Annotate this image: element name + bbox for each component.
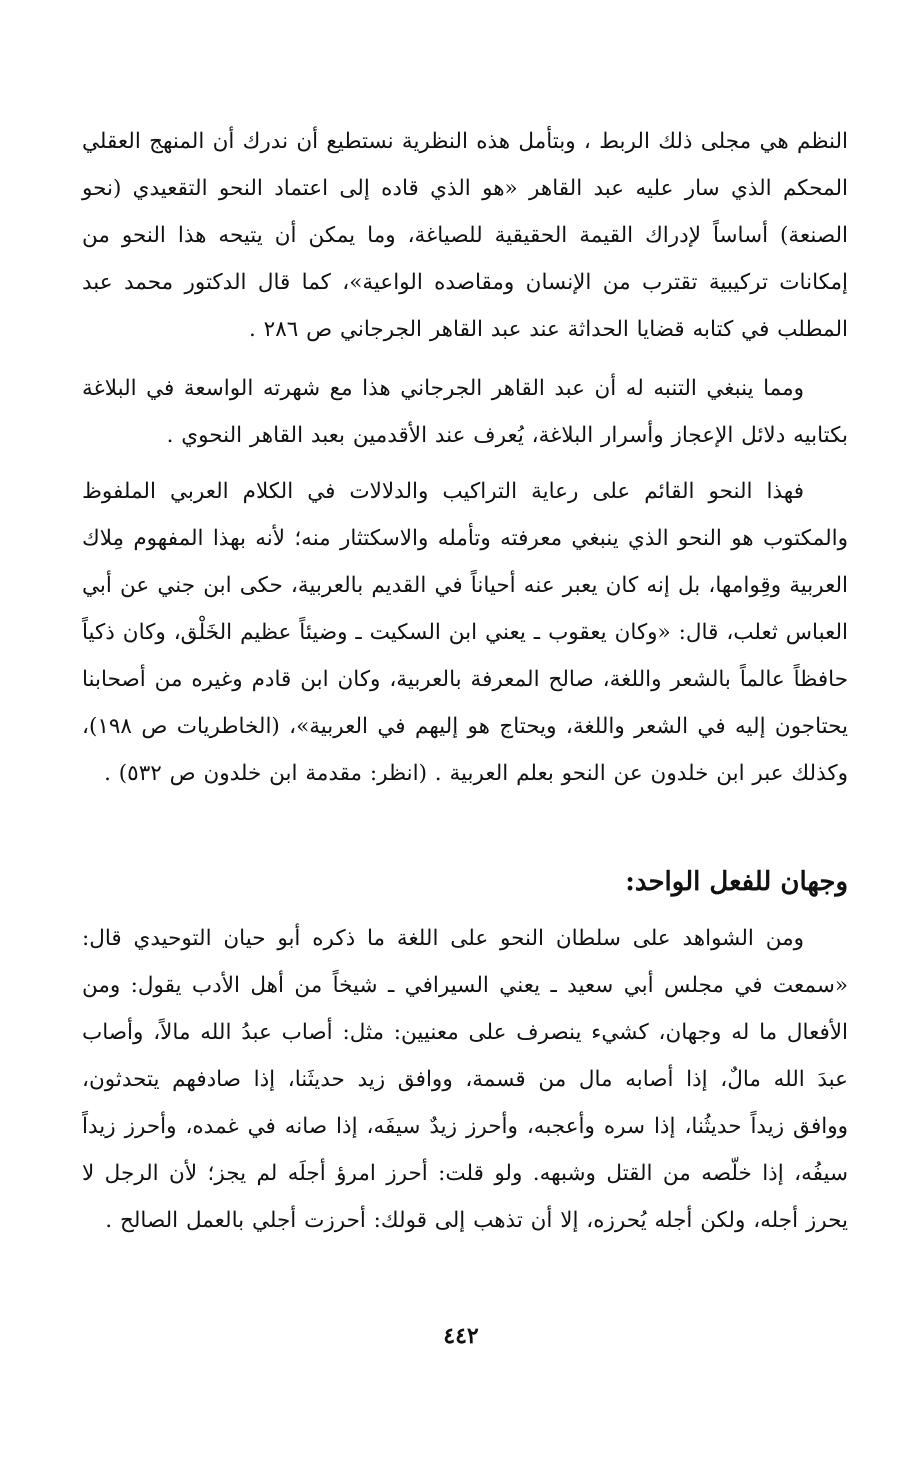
paragraph-2: ومما ينبغي التنبه له أن عبد القاهر الجرجاني هذا مع شهرته الواسعة في البلاغة بكتابيه دلائل الإعجاز وأسرار البلاغة، يُعرف عند الأقدمين بعبد القاهر النحوي . — [82, 376, 848, 448]
section-heading: وجهان للفعل الواحد: — [625, 867, 848, 897]
paragraph-3: فهذا النحو القائم على رعاية التراكيب والدلالات في الكلام العربي الملفوظ والمكتوب هو النحو الذي ينبغي معرفته وتأمله والاسكتثار منه؛ لأنه بهذا المفهوم مِلاك العربية وقِوامها، بل إنه كان يعبر عنه أحياناً في القديم بالعربية، حكى ابن جني عن أبي العباس ثعلب، قال: «وكان يعقوب ـ يعني ابن السكيت ـ وضيئاً عظيم الخَلْق، وكان ذكياً حافظاً عالماً بالشعر واللغة، صالح المعرفة بالعربية، وكان ابن قادم وغيره من أصحابنا يحتاجون إليه في الشعر واللغة، ويحتاج هو إليهم في العربية»، (الخاطريات ص ١٩٨)، وكذلك عبر ابن خلدون عن النحو بعلم العربية . (انظر: مقدمة ابن خلدون ص ٥٣٢) . — [82, 479, 848, 786]
page-number: ٤٤٢ — [443, 1323, 479, 1349]
paragraph-1: النظم هي مجلى ذلك الربط ، وبتأمل هذه النظرية نستطيع أن ندرك أن المنهج العقلي المحكم الذي سار عليه عبد القاهر «هو الذي قاده إلى اعتماد النحو التقعيدي (نحو الصنعة) أساساً لإدراك القيمة الحقيقية للصياغة، وما يمكن أن يتيحه هذا النحو من إمكانات تركيبية تقترب من الإنسان ومقاصده الواعية»، كما قال الدكتور محمد عبد المطلب في كتابه قضايا الحداثة عند عبد القاهر الجرجاني ص ٢٨٦ . — [82, 129, 848, 342]
paragraph-4: ومن الشواهد على سلطان النحو على اللغة ما ذكره أبو حيان التوحيدي قال: «سمعت في مجلس أبي سعيد ـ يعني السيرافي ـ شيخاً من أهل الأدب يقول: ومن الأفعال ما له وجهان، كشيء ينصرف على معنيين: مثل: أصاب عبدُ الله مالاً، وأصاب عبدَ الله مالٌ، إذا أصابه مال من قسمة، ووافق زيد حديثَنا، إذا صادفهم يتحدثون، ووافق زيداً حديثُنا، إذا سره وأعجبه، وأحرز زيدٌ سيفَه، إذا صانه في غمده، وأحرز زيداً سيفُه، إذا خلّصه من القتل وشبهه. ولو قلت: أحرز امرؤ أجلَه لم يجز؛ لأن الرجل لا يحرز أجله، ولكن أجله يُحرزه، إلا أن تذهب إلى قولك: أحرزت أجلي بالعمل الصالح . — [82, 926, 848, 1233]
